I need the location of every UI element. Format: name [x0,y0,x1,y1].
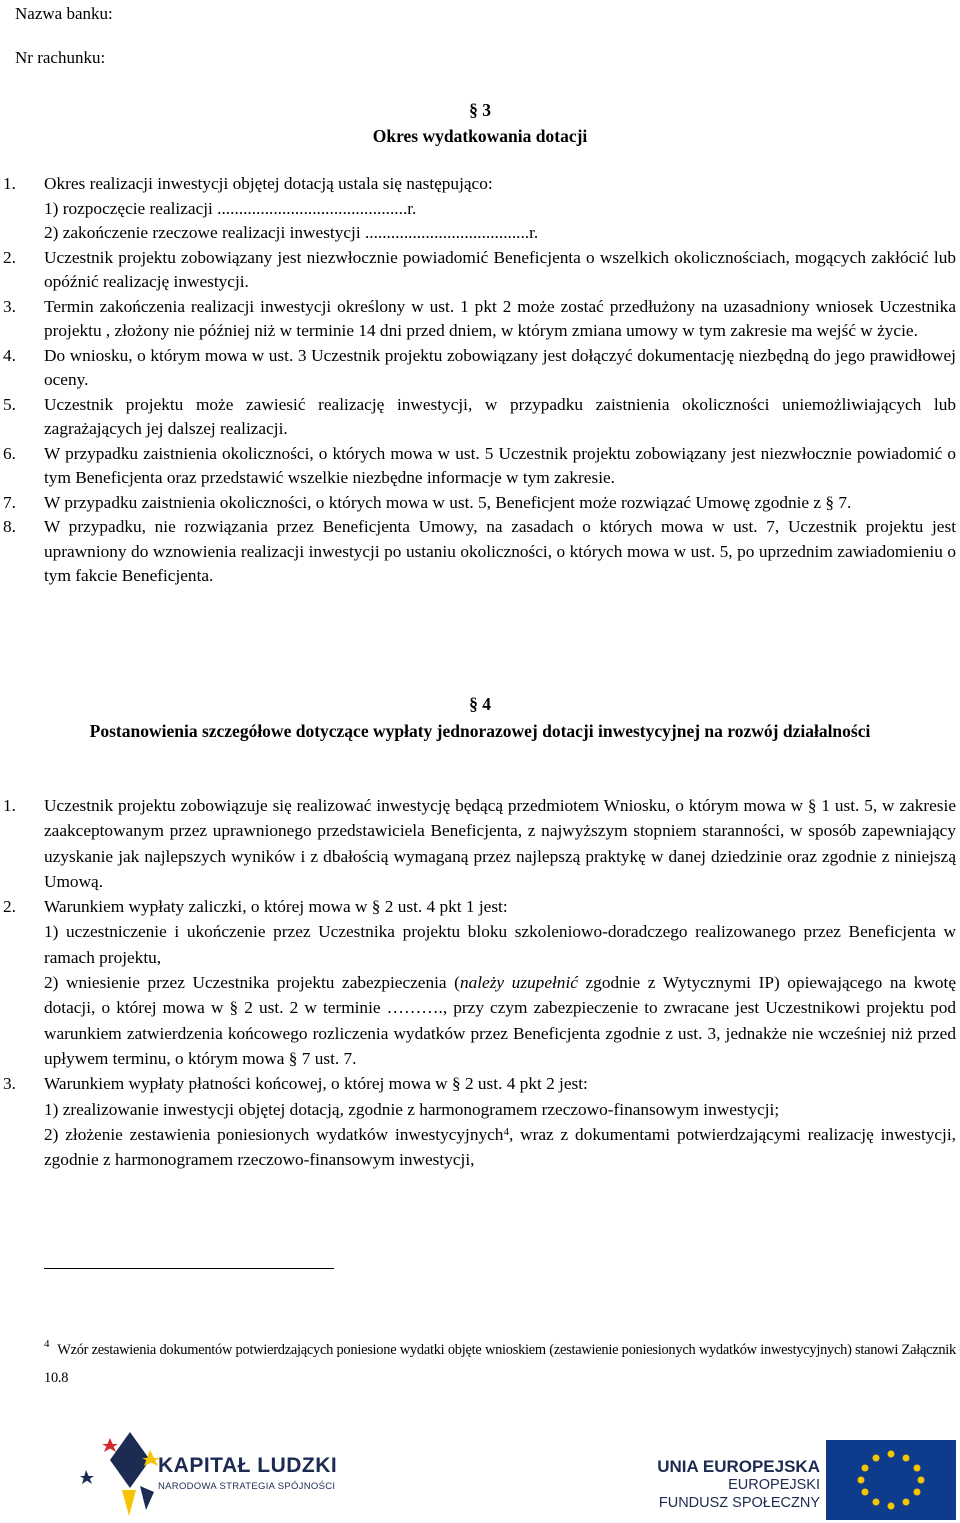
list-item: 7. W przypadku zaistnienia okoliczności, o których mowa w ust. 5, Beneficjent może rozwiązać Umowę zgodnie z § 7. [3,492,852,512]
list-item: 1. Okres realizacji inwestycji objętej dotacją ustala się następująco: 1) rozpoczęcie realizacji ............................................r. 2) zakończenie rzeczowe realizacji inwestycji ......................................r. [0,172,960,246]
footnote-text: Wzór zestawienia dokumentów potwierdzających poniesione wydatki objęte wnioskiem (zestawienie poniesionych wydatków inwestycyjnych) stanowi Załącznik 10.8 [44,1342,956,1386]
list-item: 3. Warunkiem wypłaty płatności końcowej, o której mowa w § 2 ust. 4 pkt 2 jest: 1) zrealizowanie inwestycji objętej dotacją, zgodnie z harmonogramem rzeczowo-finansowym inwestycji; 2) złożenie zestawienia poniesionych wydatków inwestycyjnych$^4$, wraz z dokumentami potwierdzającymi realizację inwestycji, zgodnie z harmonogramem rzeczowo-finansowym inwestycji, [0,1071,960,1172]
section3-title: Okres wydatkowania dotacji [372,126,588,146]
list-item: 8. W przypadku, nie rozwiązania przez Beneficjenta Umowy, na zasadach o których mowa w ust. 7, Uczestnik projektu jest uprawniony do wznowienia realizacji inwestycji po ustaniu okoliczności, o których mowa w ust. 5, po uprzednim zawiadomieniu o tym fakcie Beneficjenta. [3,517,956,585]
list-item: 5. Uczestnik projektu może zawiesić realizację inwestycji, w przypadku zaistnienia okoliczności uniemożliwiających lub zagrażających jej dalszej realizacji. [3,394,956,438]
footnote-marker: 4 [44,1338,50,1350]
list-item: 2. Uczestnik projektu zobowiązany jest niezwłocznie powiadomić Beneficjenta o wszelkich okolicznościach, mogących zakłócić lub opóźnić realizację inwestycji. [3,247,956,291]
sub-item: 2) wniesienie przez Uczestnika projektu zabezpieczenia (należy uzupełnić zgodnie z Wytycznymi IP) opiewającego na kwotę dotacji, o której mowa w § 2 ust. 2 w terminie ………., przy czym zabezpieczenie to zwracane jest Uczestnikowi projektu pod warunkiem zatwierdzenia końcowego rozliczenia wydatków przez Beneficjenta zgodnie z ust. 3, jednakże nie wcześniej niż przed upływem terminu, o którym mowa § 7 ust. 7. [44,973,957,1068]
section3-list [0,172,960,589]
list-item: 1. Uczestnik projektu zobowiązuje się realizować inwestycję będącą przedmiotem Wniosku, o którym mowa w § 1 ust. 5, w zakresie zaakceptowanym przez uprawnionego przedstawiciela Beneficjenta, z najwyższym stopniem staranności, w sposób zapewniający uzyskanie jak najlepszych wyników i z dbałością wymaganą przez najlepszą praktykę w danej dziedzinie oraz zgodnie z niniejszą Umową. [3,796,956,891]
section4-number: § 4 [469,694,491,714]
logo-right-line3: FUNDUSZ SPOŁECZNY [658,1495,820,1511]
section4-title: Postanowienia szczegółowe dotyczące wypłaty jednorazowej dotacji inwestycyjnej na rozwój działalności [89,721,871,741]
sub-item: 2) złożenie zestawienia poniesionych wydatków inwestycyjnych$^4$, wraz z dokumentami potwierdzającymi realizację inwestycji, zgodnie z harmonogramem rzeczowo-finansowym inwestycji, [44,1124,956,1170]
sub-item: 1) rozpoczęcie realizacji ............................................r. [44,198,417,218]
eu-flag-icon [826,1440,956,1520]
logo-left-title: KAPITAŁ LUDZKI [158,1454,338,1477]
sub-item: 1) zrealizowanie inwestycji objętej dotacją, zgodnie z harmonogramem rzeczowo-finansowym inwestycji; [44,1099,780,1119]
footnote [44,1336,956,1392]
logo-left-subtitle: NARODOWA STRATEGIA SPÓJNOŚCI [158,1481,336,1492]
list-item: 2. Warunkiem wypłaty zaliczki, o której mowa w § 2 ust. 4 pkt 1 jest: 1) uczestniczenie i ukończenie przez Uczestnika projektu bloku szkoleniowo-doradczego realizowanego przez Beneficjenta w ramach projektu, 2) wniesienie przez Uczestnika projektu zabezpieczenia (należy uzupełnić zgodnie z Wytycznymi IP) opiewającego na kwotę dotacji, o której mowa w § 2 ust. 2 w terminie ………., przy czym zabezpieczenie to zwracane jest Uczestnikowi projektu pod warunkiem zatwierdzenia końcowego rozliczenia wydatków przez Beneficjenta zgodnie z ust. 3, jednakże nie wcześniej niż przed upływem terminu, o którym mowa § 7 ust. 7. [0,894,960,1071]
section3-number: § 3 [469,100,491,120]
list-item: 4. Do wniosku, o którym mowa w ust. 3 Uczestnik projektu zobowiązany jest dołączyć dokumentację niezbędną do jego prawidłowej oceny. [3,345,956,389]
sub-item: 1) uczestniczenie i ukończenie przez Uczestnika projektu bloku szkoleniowo-doradczego realizowanego przez Beneficjenta w ramach projektu, [44,922,956,967]
logo-right-line2: EUROPEJSKI [728,1477,820,1493]
footnote-reference: 4 [503,1125,509,1138]
list-item: 3. Termin zakończenia realizacji inwestycji określony w ust. 1 pkt 2 może zostać przedłużony na uzasadniony wniosek Uczestnika projektu , złożony nie później niż w terminie 14 dni przed dniem, w którym zmiana umowy w tym zakresie ma wejść w życie. [3,296,956,340]
sub-item: 2) zakończenie rzeczowe realizacji inwestycji ......................................r. [44,223,539,242]
account-number-label: Nr rachunku: [15,48,106,67]
section4-list [0,793,960,1172]
bank-name-label: Nazwa banku: [15,4,113,23]
list-item: 6. W przypadku zaistnienia okoliczności, o których mowa w ust. 5 Uczestnik projektu zobowiązany jest niezwłocznie powiadomić o tym Beneficjenta oraz przedstawić wszelkie niezbędne informacje w tym zakresie. [3,443,956,487]
logo-right-line1: UNIA EUROPEJSKA [657,1457,820,1476]
footnote-divider [44,1268,334,1269]
